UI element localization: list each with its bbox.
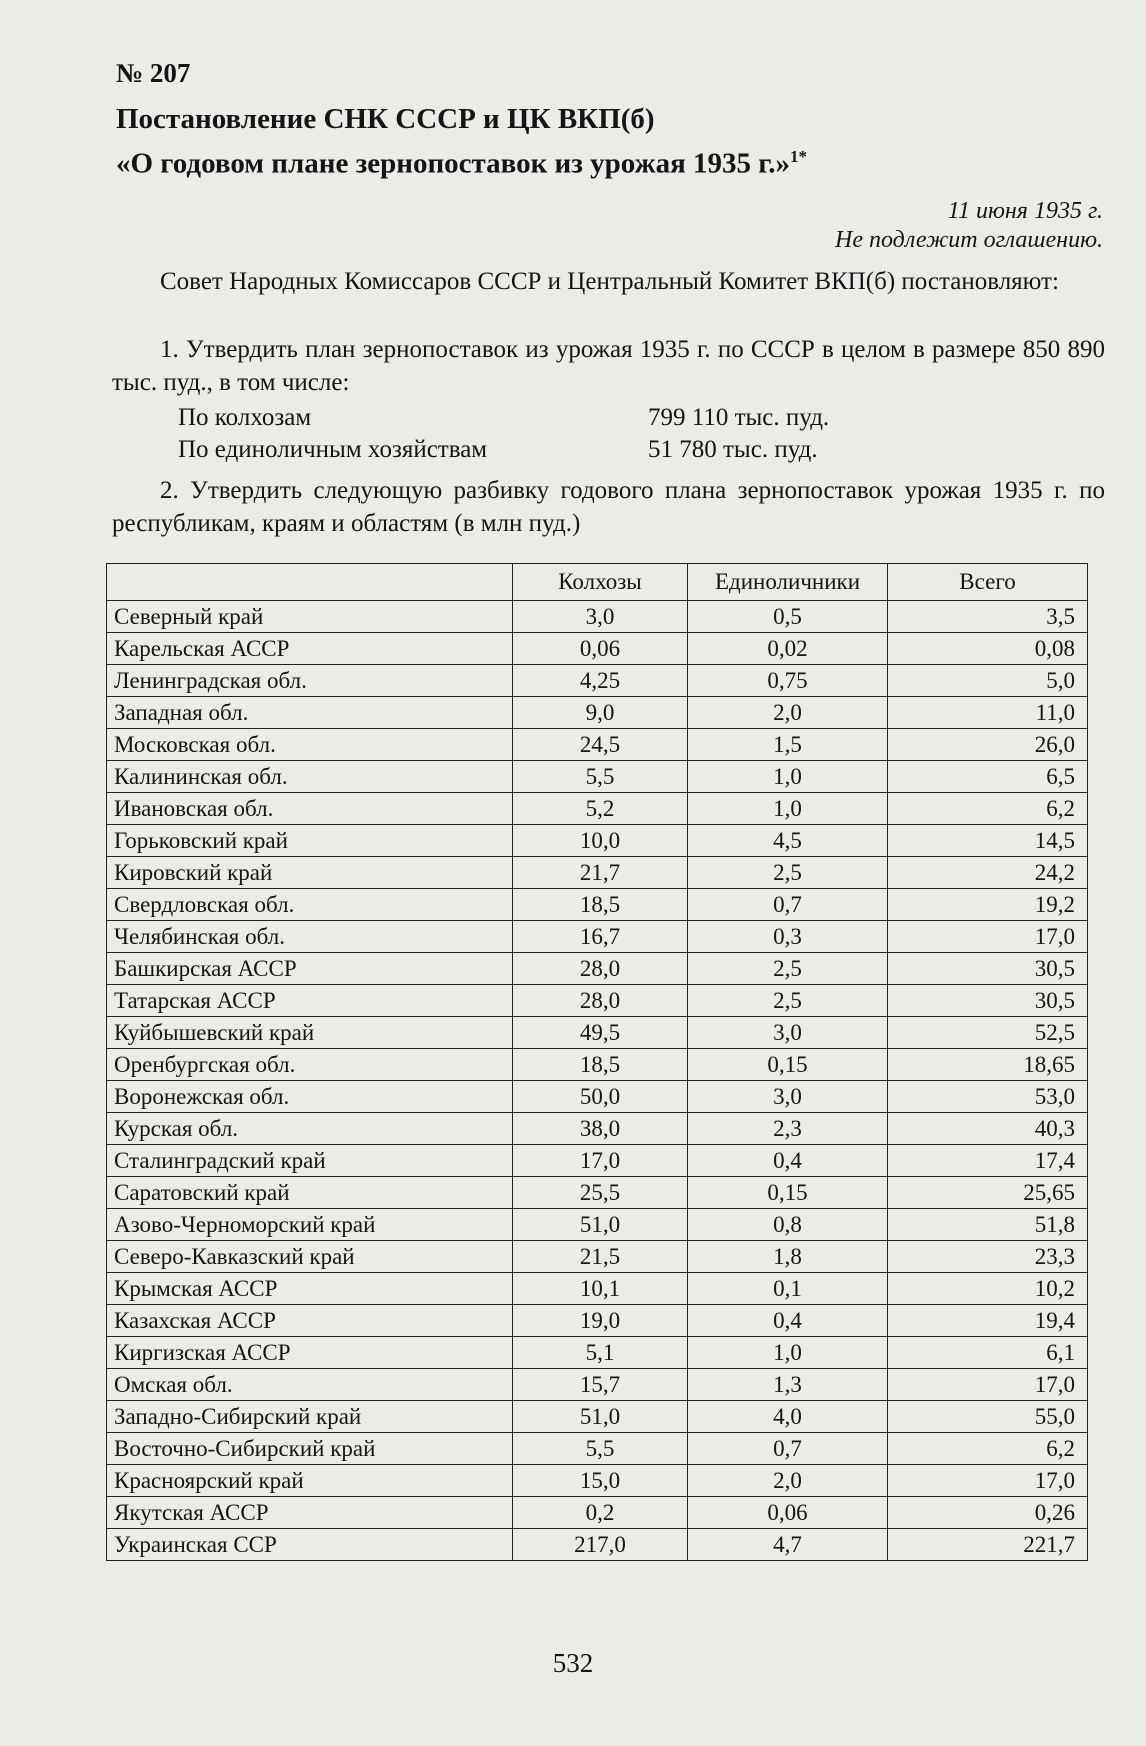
region-cell: Калининская обл. [107, 761, 513, 793]
header-total: Всего [888, 564, 1088, 601]
page-number: 532 [552, 1648, 594, 1678]
table-row [107, 1401, 1088, 1433]
total-cell: 52,5 [888, 1017, 1088, 1049]
kolkhozy-cell: 5,2 [513, 793, 688, 825]
total-cell: 11,0 [888, 697, 1088, 729]
region-cell: Воронежская обл. [107, 1081, 513, 1113]
header-region [107, 564, 513, 601]
edinolichniki-cell: 2,0 [688, 697, 888, 729]
edinolichniki-cell: 0,06 [688, 1497, 888, 1529]
edinolichniki-cell: 1,3 [688, 1369, 888, 1401]
total-cell: 17,4 [888, 1145, 1088, 1177]
item-1-paragraph: 1. Утвердить план зернопоставок из урожая 1935 г. по СССР в целом в размере 850 890 тыс. пуд., в том числе: [112, 336, 1105, 396]
region-cell: Карельская АССР [107, 633, 513, 665]
total-cell: 10,2 [888, 1273, 1088, 1305]
total-cell: 17,0 [888, 1369, 1088, 1401]
table-row [107, 921, 1088, 953]
kolkhozy-cell: 5,5 [513, 761, 688, 793]
region-cell: Северо-Кавказский край [107, 1241, 513, 1273]
edinolichniki-cell: 2,0 [688, 1465, 888, 1497]
total-cell: 55,0 [888, 1401, 1088, 1433]
total-cell: 19,2 [888, 889, 1088, 921]
edinolichniki-cell: 2,5 [688, 985, 888, 1017]
total-cell: 19,4 [888, 1305, 1088, 1337]
region-cell: Казахская АССР [107, 1305, 513, 1337]
total-cell: 6,1 [888, 1337, 1088, 1369]
kolkhozy-cell: 21,5 [513, 1241, 688, 1273]
table-row [107, 1081, 1088, 1113]
table-row [107, 1177, 1088, 1209]
edinolichniki-cell: 1,0 [688, 793, 888, 825]
region-cell: Куйбышевский край [107, 1017, 513, 1049]
table-row [107, 1049, 1088, 1081]
edinolichniki-cell: 0,7 [688, 889, 888, 921]
table-row [107, 1433, 1088, 1465]
table-row [107, 1369, 1088, 1401]
total-cell: 30,5 [888, 985, 1088, 1017]
total-cell: 3,5 [888, 601, 1088, 633]
edinolichniki-cell: 0,02 [688, 633, 888, 665]
region-cell: Якутская АССР [107, 1497, 513, 1529]
kolkhozy-cell: 3,0 [513, 601, 688, 633]
region-cell: Азово-Черноморский край [107, 1209, 513, 1241]
kolkhozy-cell: 217,0 [513, 1529, 688, 1561]
kolkhozy-cell: 15,7 [513, 1369, 688, 1401]
kolkhozy-cell: 38,0 [513, 1113, 688, 1145]
region-cell: Восточно-Сибирский край [107, 1433, 513, 1465]
region-cell: Западная обл. [107, 697, 513, 729]
edinolichniki-cell: 1,0 [688, 1337, 888, 1369]
total-cell: 0,26 [888, 1497, 1088, 1529]
kolkhozy-cell: 0,2 [513, 1497, 688, 1529]
edinolichniki-cell: 0,5 [688, 601, 888, 633]
region-cell: Кировский край [107, 857, 513, 889]
kolkhozy-cell: 24,5 [513, 729, 688, 761]
edinolichniki-cell: 4,0 [688, 1401, 888, 1433]
region-cell: Сталинградский край [107, 1145, 513, 1177]
table-row [107, 985, 1088, 1017]
total-cell: 25,65 [888, 1177, 1088, 1209]
region-cell: Челябинская обл. [107, 921, 513, 953]
kolkhozy-cell: 15,0 [513, 1465, 688, 1497]
kolkhozy-cell: 5,1 [513, 1337, 688, 1369]
region-cell: Киргизская АССР [107, 1337, 513, 1369]
region-cell: Ивановская обл. [107, 793, 513, 825]
total-cell: 6,2 [888, 793, 1088, 825]
region-cell: Крымская АССР [107, 1273, 513, 1305]
table-row [107, 601, 1088, 633]
kolkhozy-cell: 28,0 [513, 985, 688, 1017]
kolkhozy-cell: 25,5 [513, 1177, 688, 1209]
total-cell: 51,8 [888, 1209, 1088, 1241]
edinolichniki-cell: 0,75 [688, 665, 888, 697]
kolkhozy-cell: 10,1 [513, 1273, 688, 1305]
total-cell: 24,2 [888, 857, 1088, 889]
edinolichniki-cell: 0,7 [688, 1433, 888, 1465]
title-line-2 [116, 138, 1106, 183]
table-row [107, 825, 1088, 857]
kolkhozy-cell: 17,0 [513, 1145, 688, 1177]
breakdown-label: По единоличным хозяйствам [178, 436, 488, 463]
region-cell: Красноярский край [107, 1465, 513, 1497]
document-title [116, 100, 1106, 183]
document-date: 11 июня 1935 г. [947, 198, 1103, 224]
kolkhozy-cell: 18,5 [513, 889, 688, 921]
table-row [107, 1113, 1088, 1145]
edinolichniki-cell: 2,5 [688, 953, 888, 985]
table-row [107, 761, 1088, 793]
table-row [107, 889, 1088, 921]
edinolichniki-cell: 3,0 [688, 1017, 888, 1049]
edinolichniki-cell: 2,3 [688, 1113, 888, 1145]
title-line-1: Постановление СНК СССР и ЦК ВКП(б) [116, 103, 655, 135]
table-row [107, 1209, 1088, 1241]
kolkhozy-cell: 5,5 [513, 1433, 688, 1465]
table-row [107, 1241, 1088, 1273]
total-cell: 17,0 [888, 921, 1088, 953]
table-row [107, 665, 1088, 697]
edinolichniki-cell: 0,1 [688, 1273, 888, 1305]
table-row [107, 857, 1088, 889]
kolkhozy-cell: 0,06 [513, 633, 688, 665]
table-row [107, 633, 1088, 665]
kolkhozy-cell: 28,0 [513, 953, 688, 985]
total-cell: 6,5 [888, 761, 1088, 793]
header-edinolichniki: Единоличники [688, 564, 888, 601]
table-row [107, 793, 1088, 825]
breakdown-value: 51 780 тыс. пуд. [648, 436, 818, 463]
region-cell: Западно-Сибирский край [107, 1401, 513, 1433]
table-row [107, 1145, 1088, 1177]
kolkhozy-cell: 9,0 [513, 697, 688, 729]
table-row [107, 729, 1088, 761]
region-cell: Башкирская АССР [107, 953, 513, 985]
kolkhozy-cell: 19,0 [513, 1305, 688, 1337]
total-cell: 40,3 [888, 1113, 1088, 1145]
region-cell: Ленинградская обл. [107, 665, 513, 697]
total-cell: 26,0 [888, 729, 1088, 761]
kolkhozy-cell: 49,5 [513, 1017, 688, 1049]
table-header-row [107, 564, 1088, 601]
kolkhozy-cell: 10,0 [513, 825, 688, 857]
table-row [107, 1273, 1088, 1305]
region-cell: Московская обл. [107, 729, 513, 761]
document-restriction: Не подлежит оглашению. [835, 227, 1103, 253]
total-cell: 5,0 [888, 665, 1088, 697]
kolkhozy-cell: 50,0 [513, 1081, 688, 1113]
table-row [107, 953, 1088, 985]
kolkhozy-cell: 18,5 [513, 1049, 688, 1081]
kolkhozy-cell: 4,25 [513, 665, 688, 697]
edinolichniki-cell: 1,5 [688, 729, 888, 761]
region-cell: Украинская ССР [107, 1529, 513, 1561]
total-cell: 30,5 [888, 953, 1088, 985]
kolkhozy-cell: 51,0 [513, 1401, 688, 1433]
total-cell: 23,3 [888, 1241, 1088, 1273]
region-cell: Горьковский край [107, 825, 513, 857]
total-cell: 18,65 [888, 1049, 1088, 1081]
edinolichniki-cell: 4,5 [688, 825, 888, 857]
table-row [107, 697, 1088, 729]
total-cell: 14,5 [888, 825, 1088, 857]
edinolichniki-cell: 0,8 [688, 1209, 888, 1241]
title-line-2-text: «О годовом плане зернопоставок из урожая 1935 г.» [116, 147, 790, 180]
kolkhozy-cell: 21,7 [513, 857, 688, 889]
region-cell: Северный край [107, 601, 513, 633]
kolkhozy-cell: 16,7 [513, 921, 688, 953]
title-footnote-mark: 1* [789, 147, 807, 166]
edinolichniki-cell: 4,7 [688, 1529, 888, 1561]
region-cell: Саратовский край [107, 1177, 513, 1209]
edinolichniki-cell: 2,5 [688, 857, 888, 889]
total-cell: 0,08 [888, 633, 1088, 665]
intro-paragraph: Совет Народных Комиссаров СССР и Центральный Комитет ВКП(б) постановляют: [160, 268, 1059, 295]
table-row [107, 1305, 1088, 1337]
breakdown-value: 799 110 тыс. пуд. [648, 404, 830, 431]
total-cell: 17,0 [888, 1465, 1088, 1497]
table-row [107, 1337, 1088, 1369]
document-number: № 207 [116, 58, 191, 88]
edinolichniki-cell: 1,8 [688, 1241, 888, 1273]
table-body [107, 601, 1088, 1561]
table-row [107, 1497, 1088, 1529]
table-row [107, 1017, 1088, 1049]
region-cell: Татарская АССР [107, 985, 513, 1017]
kolkhozy-cell: 51,0 [513, 1209, 688, 1241]
total-cell: 53,0 [888, 1081, 1088, 1113]
edinolichniki-cell: 3,0 [688, 1081, 888, 1113]
region-cell: Свердловская обл. [107, 889, 513, 921]
region-cell: Оренбургская обл. [107, 1049, 513, 1081]
total-cell: 6,2 [888, 1433, 1088, 1465]
edinolichniki-cell: 0,4 [688, 1145, 888, 1177]
edinolichniki-cell: 0,15 [688, 1177, 888, 1209]
region-cell: Курская обл. [107, 1113, 513, 1145]
table-row [107, 1529, 1088, 1561]
grain-plan-table [106, 563, 1088, 1561]
table-row [107, 1465, 1088, 1497]
edinolichniki-cell: 0,4 [688, 1305, 888, 1337]
region-cell: Омская обл. [107, 1369, 513, 1401]
edinolichniki-cell: 1,0 [688, 761, 888, 793]
total-cell: 221,7 [888, 1529, 1088, 1561]
breakdown-label: По колхозам [178, 404, 312, 431]
edinolichniki-cell: 0,3 [688, 921, 888, 953]
header-kolkhozy: Колхозы [513, 564, 688, 601]
edinolichniki-cell: 0,15 [688, 1049, 888, 1081]
item-2-paragraph: 2. Утвердить следующую разбивку годового плана зернопоставок урожая 1935 г. по республикам, краям и областям (в млн пуд.) [112, 477, 1105, 537]
